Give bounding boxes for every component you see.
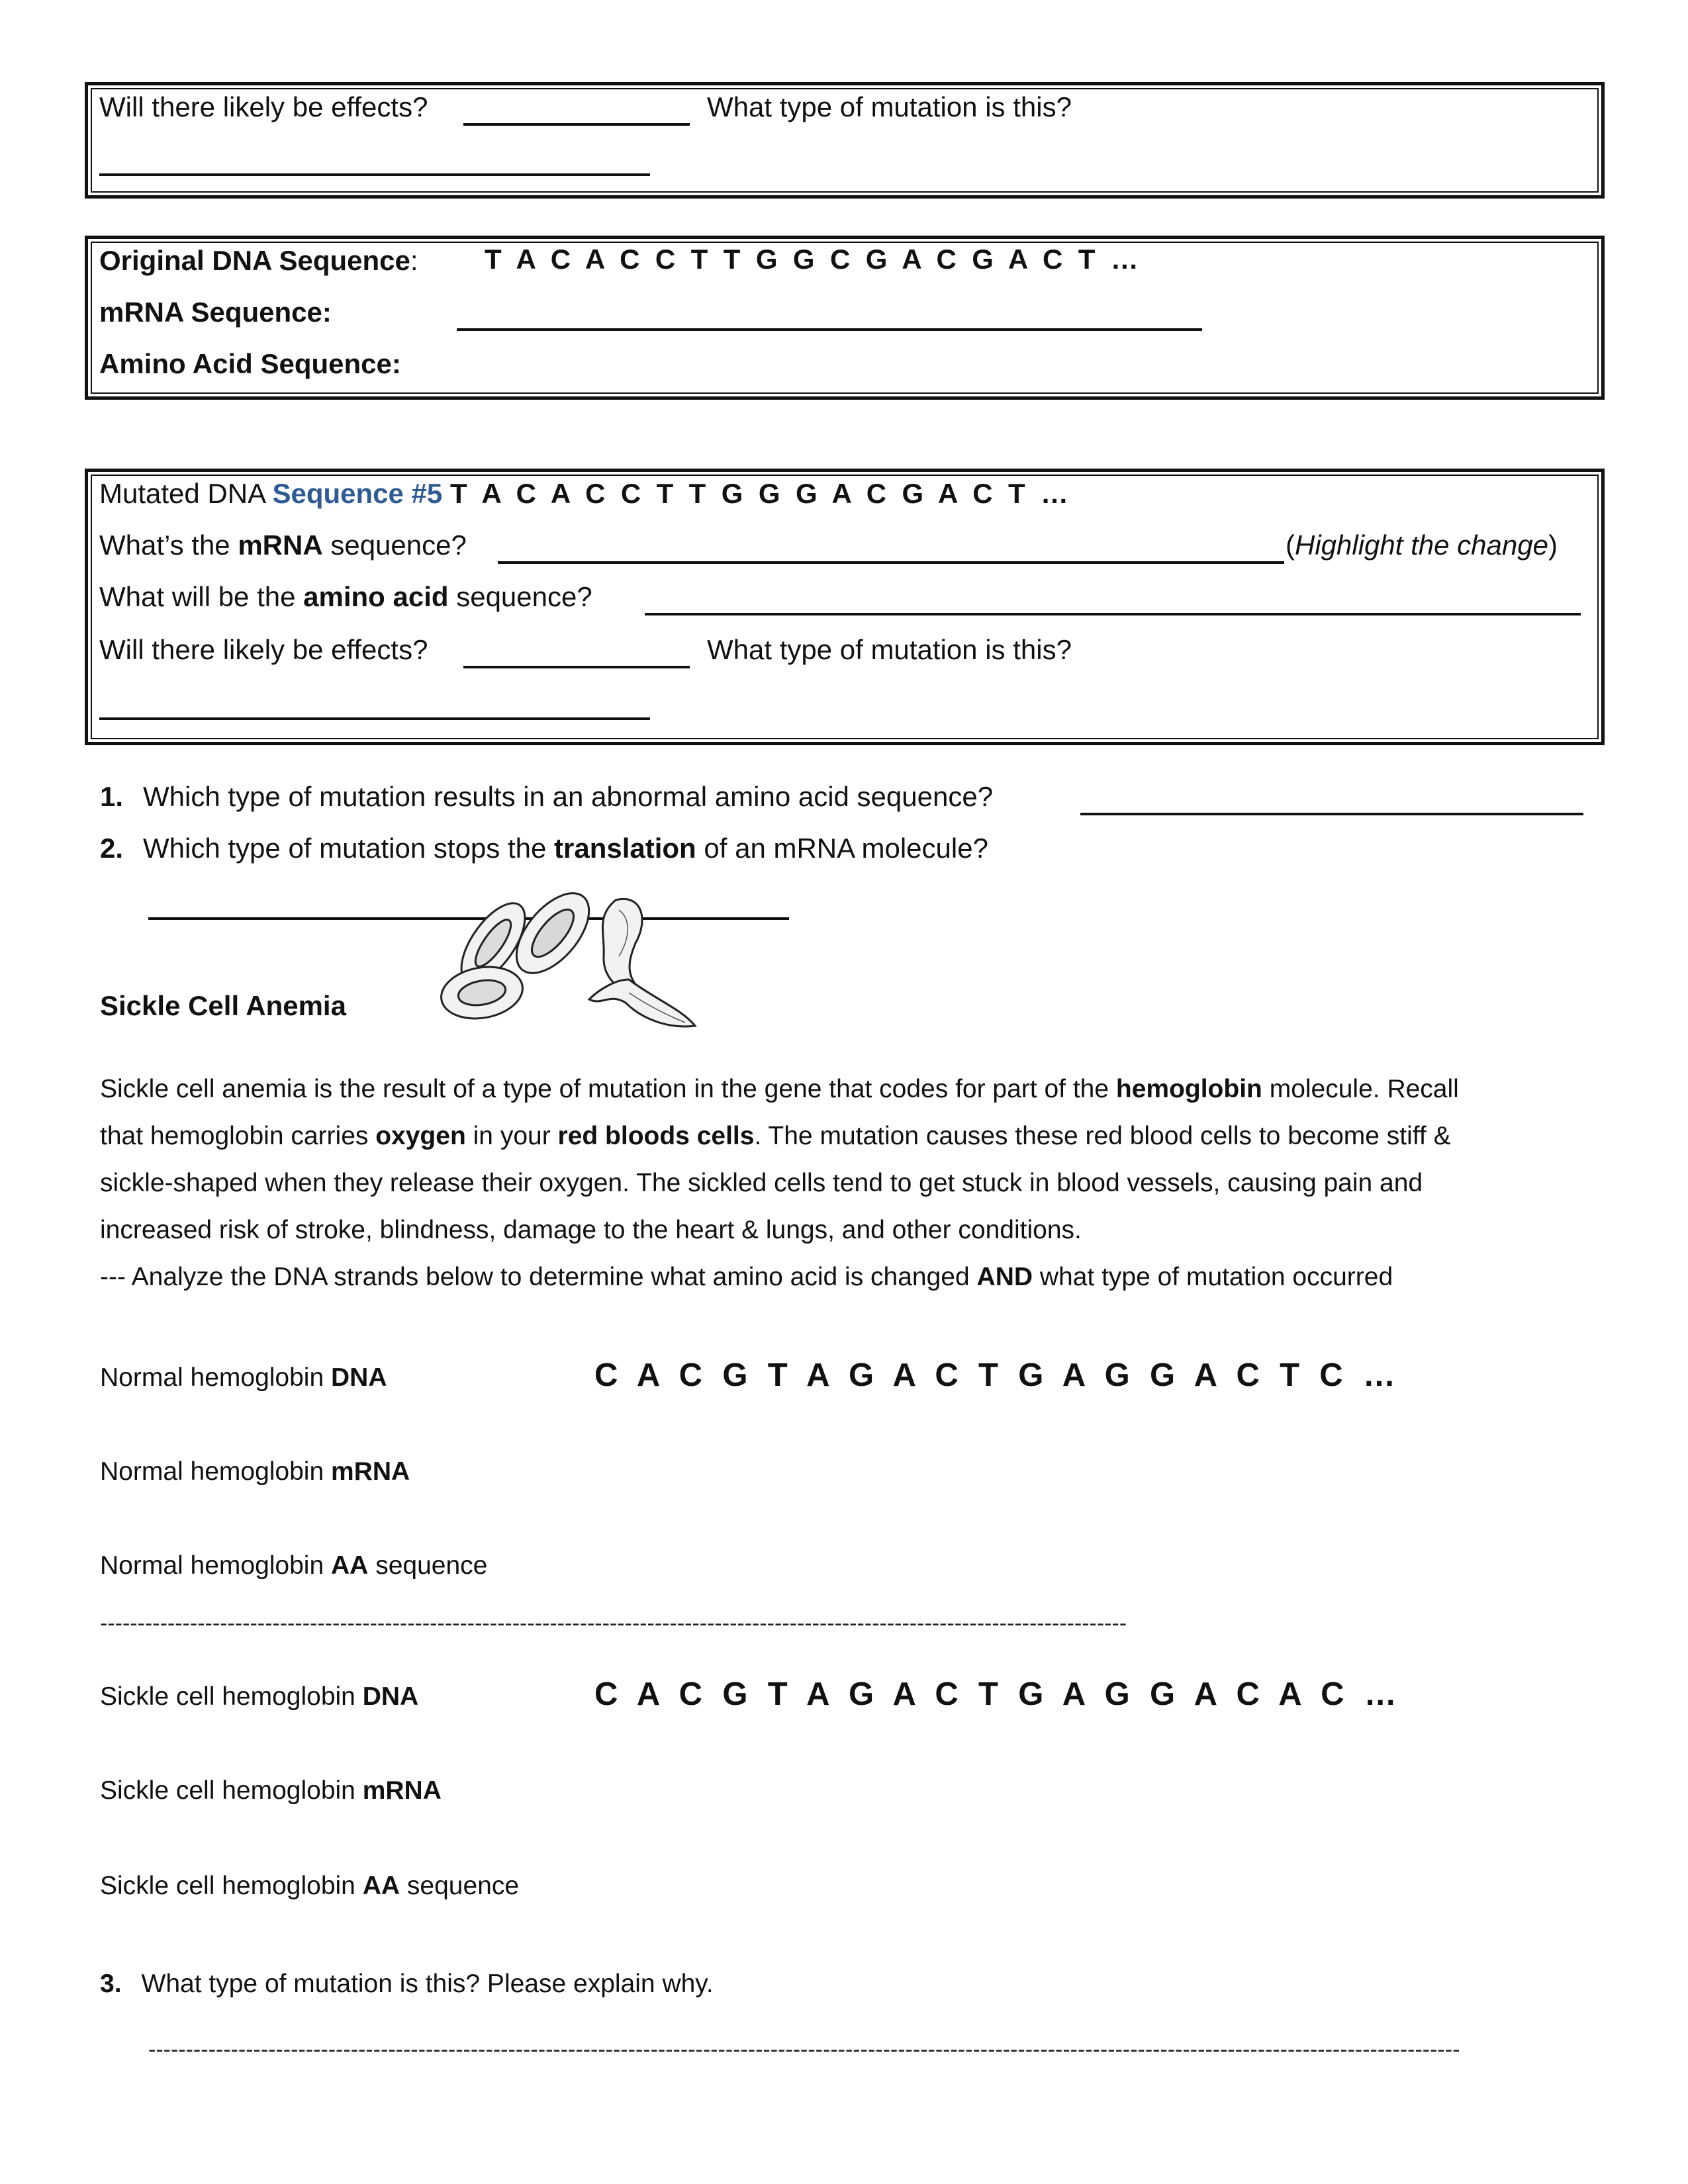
mutation-type-question-2: What type of mutation is this? — [707, 634, 1072, 665]
question-2-number: 2. — [100, 833, 124, 864]
effects-question: Will there likely be effects? — [99, 91, 428, 122]
mrna-sequence-label: mRNA Sequence: — [99, 296, 332, 328]
mutation-type-answer-blank-2[interactable] — [99, 717, 650, 720]
question-1 — [100, 781, 993, 813]
original-dna-label: Original DNA Sequence — [99, 245, 410, 276]
blood-cells-illustration — [430, 880, 708, 1039]
original-dna-row — [99, 245, 418, 277]
sickle-aa-label: Sickle cell hemoglobin AA sequence — [100, 1872, 520, 1900]
original-dna-colon: : — [410, 245, 418, 276]
sickle-mrna-label: Sickle cell hemoglobin mRNA — [100, 1776, 442, 1805]
question-1-text: Which type of mutation results in an abnormal amino acid sequence? — [143, 781, 994, 812]
sickle-dna-label: Sickle cell hemoglobin DNA — [100, 1682, 419, 1711]
mrna-question-bold: mRNA — [238, 529, 323, 561]
mutated-dna-sequence: T A C A C C T T G G G A C G A C T … — [449, 478, 1072, 509]
question-2-text: Which type of mutation stops the — [143, 833, 547, 864]
question-1-number: 1. — [100, 781, 124, 812]
paragraph-line-1: Sickle cell anemia is the result of a type of mutation in the gene that codes for part of the hemoglobin molecule. Recall — [100, 1075, 1459, 1103]
mrna-question — [99, 529, 467, 561]
effects-answer-blank[interactable] — [463, 123, 690, 126]
question-3-answer-line[interactable]: ------------------------------------------------------------------------------------------------------------------------------------------------------------------------------- — [148, 2037, 1460, 2062]
amino-acid-question — [99, 581, 592, 613]
question-3 — [100, 1970, 714, 1999]
paragraph-line-4: increased risk of stroke, blindness, damage to the heart & lungs, and other conditions. — [100, 1216, 1082, 1244]
question-2 — [100, 833, 988, 864]
mutation-type-question: What type of mutation is this? — [707, 91, 1072, 122]
question-3-text: What type of mutation is this? Please explain why. — [141, 1970, 714, 1998]
aa-question-bold: amino acid — [303, 581, 449, 612]
mutated-dna-label: Mutated DNA — [99, 478, 265, 509]
mutation-type-answer-blank[interactable] — [99, 173, 650, 176]
paragraph-line-5: --- Analyze the DNA strands below to determine what amino acid is changed AND what type of mutation occurred — [100, 1263, 1393, 1291]
section-separator: ----------------------------------------------------------------------------------------------------------------------------------------- — [100, 1611, 1127, 1636]
normal-mrna-label: Normal hemoglobin mRNA — [100, 1457, 410, 1486]
mrna-sequence-blank[interactable] — [457, 328, 1202, 331]
sickle-dna-sequence: C A C G T A G A C T G A G G A C A C … — [594, 1676, 1403, 1712]
aa-question-text: What will be the — [99, 581, 296, 612]
normal-dna-label: Normal hemoglobin DNA — [100, 1363, 387, 1392]
highlight-note-text: Highlight the change — [1295, 529, 1548, 561]
sickle-cell-paragraph — [100, 1066, 1589, 1300]
mrna-question-text: What’s the — [99, 529, 230, 561]
original-dna-sequence: T A C A C C T T G G C G A C G A C T … — [485, 244, 1143, 275]
question-2-bold: translation — [554, 833, 696, 864]
mutated-mrna-blank[interactable] — [498, 561, 1284, 564]
mutated-amino-acid-blank[interactable] — [645, 613, 1581, 615]
question-2-end: of an mRNA molecule? — [704, 833, 988, 864]
normal-aa-label: Normal hemoglobin AA sequence — [100, 1551, 488, 1580]
effects-question-2: Will there likely be effects? — [99, 634, 428, 665]
mutated-dna-row — [99, 478, 1072, 510]
sickle-cell-heading: Sickle Cell Anemia — [100, 990, 346, 1021]
question-3-number: 3. — [100, 1970, 122, 1998]
paragraph-line-2: that hemoglobin carries oxygen in your red bloods cells. The mutation causes these red blood cells to become stiff & — [100, 1122, 1451, 1150]
normal-dna-sequence: C A C G T A G A C T G A G G A C T C … — [594, 1357, 1401, 1393]
highlight-note: (Highlight the change) — [1286, 529, 1558, 561]
mrna-question-end: sequence? — [330, 529, 467, 561]
sequence-number: Sequence #5 — [272, 478, 443, 509]
amino-acid-sequence-label: Amino Acid Sequence: — [99, 348, 401, 379]
effects-answer-blank-2[interactable] — [463, 666, 690, 668]
paragraph-line-3: sickle-shaped when they release their oxygen. The sickled cells tend to get stuck in blood vessels, causing pain and — [100, 1169, 1423, 1197]
aa-question-end: sequence? — [456, 581, 592, 612]
question-1-answer-blank[interactable] — [1080, 813, 1583, 815]
